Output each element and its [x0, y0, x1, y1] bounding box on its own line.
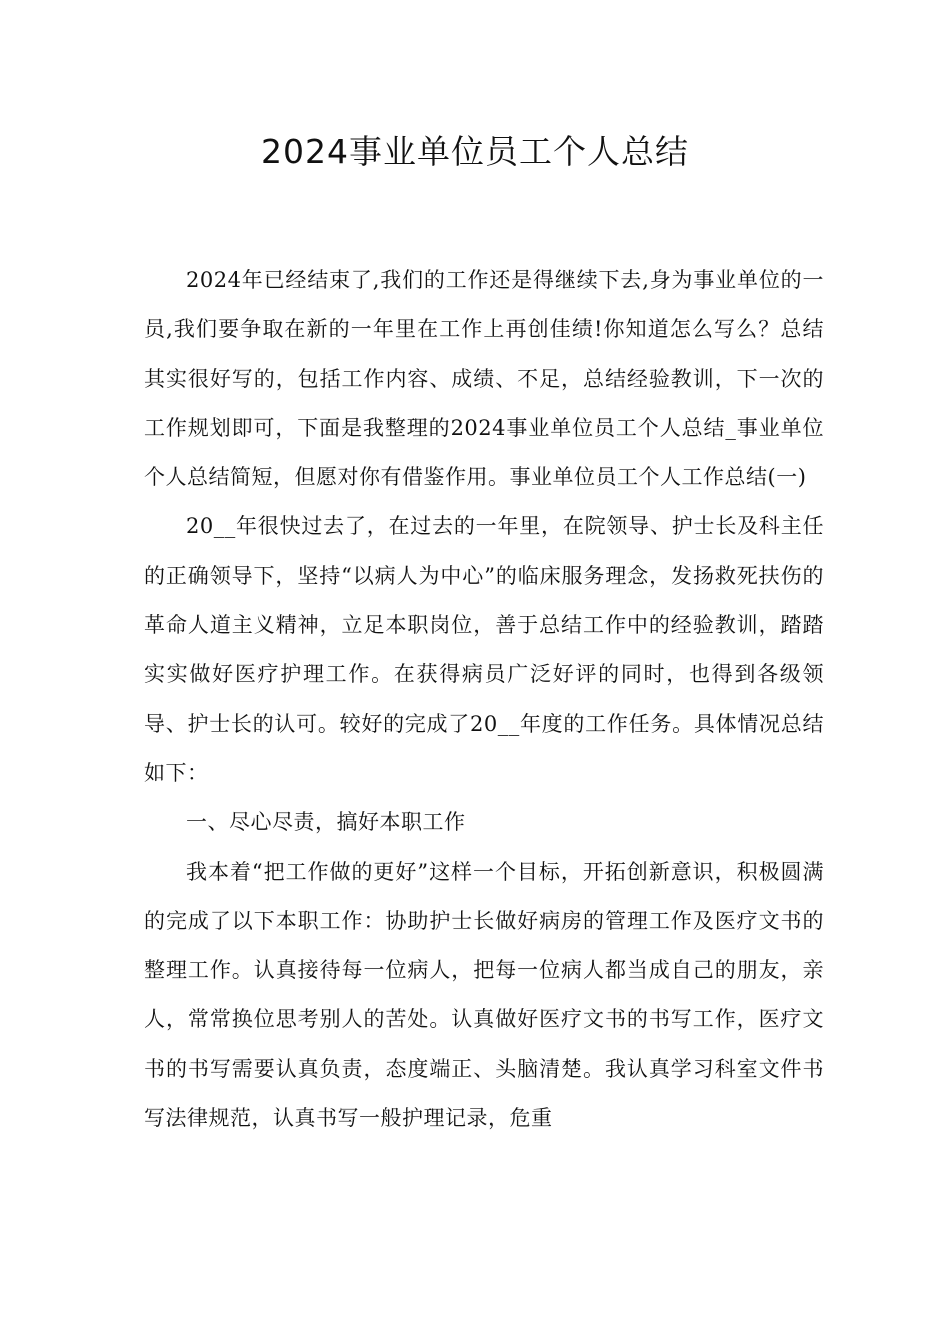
paragraph-duties: 我本着“把工作做的更好”这样一个目标，开拓创新意识，积极圆满的完成了以下本职工作：协助护士长做好病房的管理工作及医疗文书的整理工作。认真接待每一位病人，把每一位病人都当成自己的朋友，亲人，常常换位思考别人的苦处。认真做好医疗文书的书写工作，医疗文书的书写需要认真负责，态度端正、头脑清楚。我认真学习科室文件书写法律规范，认真书写一般护理记录，危重	[144, 859, 824, 1131]
paragraph-intro: 2024年已经结束了,我们的工作还是得继续下去,身为事业单位的一员,我们要争取在新的一年里在工作上再创佳绩!你知道怎么写么？总结其实很好写的，包括工作内容、成绩、不足，总结经验教训，下一次的工作规划即可，下面是我整理的2024事业单位员工个人总结_事业单位个人总结简短，但愿对你有借鉴作用。事业单位员工个人工作总结(一)	[144, 268, 824, 490]
section-heading-1: 一、尽心尽责，搞好本职工作	[186, 810, 466, 835]
document-title: 2024事业单位员工个人总结	[261, 132, 689, 171]
paragraph-overview: 20__年很快过去了，在过去的一年里，在院领导、护士长及科主任的正确领导下，坚持“以病人为中心”的临床服务理念，发扬救死扶伤的革命人道主义精神，立足本职岗位，善于总结工作中的经验教训，踏踏实实做好医疗护理工作。在获得病员广泛好评的同时，也得到各级领导、护士长的认可。较好的完成了20__年度的工作任务。具体情况总结如下：	[144, 514, 824, 785]
document-body	[144, 256, 824, 1143]
